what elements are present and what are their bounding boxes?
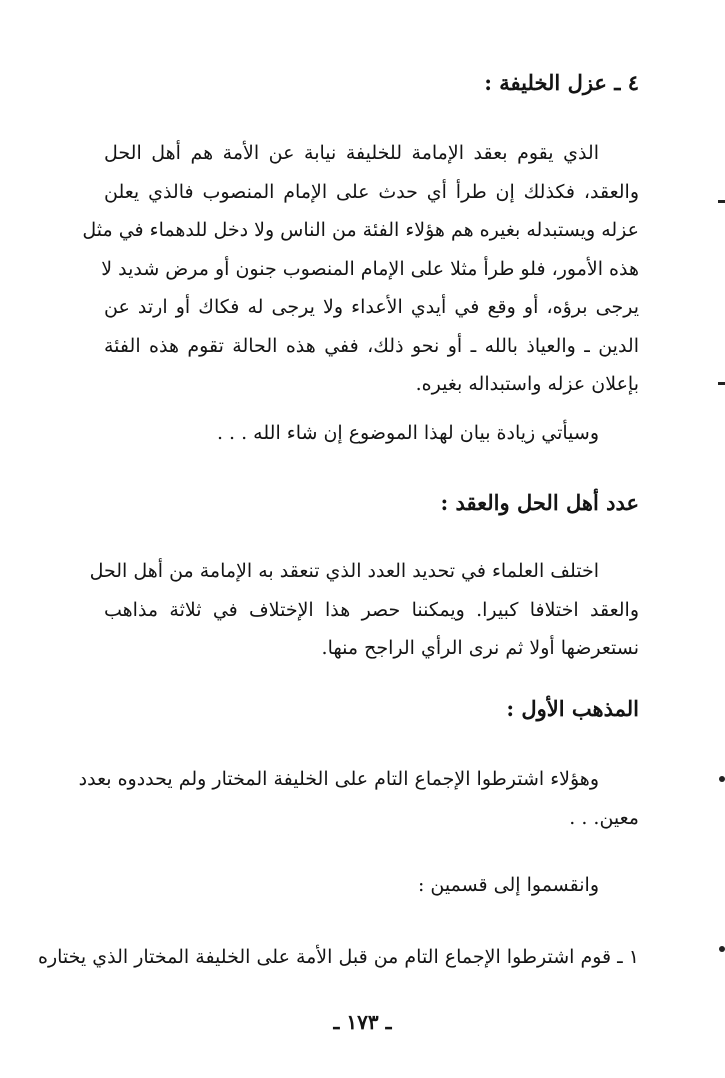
text-line: بإعلان عزله واستبداله بغيره.: [415, 373, 639, 395]
text-line: والعقد، فكذلك إن طرأ أي حدث على الإمام المنصوب فالذي يعلن: [104, 180, 639, 203]
paragraph-dismissal-body: [82, 134, 639, 404]
text-line: عزله ويستبدله بغيره هم هؤلاء الفئة من الناس ولا دخل للدهماء في مثل: [82, 219, 639, 241]
paragraph-two-groups: وانقسموا إلى قسمين :: [417, 874, 599, 896]
paragraph-scholars-disagreement: [89, 552, 639, 668]
page-number: ـ ١٧٣ ـ: [333, 1010, 392, 1034]
scan-edge-mark: [719, 946, 725, 952]
paragraph-first-group: ١ ـ قوم اشترطوا الإجماع التام من قبل الأمة على الخليفة المختار الذي يختاره: [38, 946, 639, 968]
text-line: اختلف العلماء في تحديد العدد الذي تنعقد به الإمامة من أهل الحل: [89, 560, 599, 582]
section-heading-number-of-electors: عدد أهل الحل والعقد :: [440, 490, 639, 515]
text-line: هذه الأمور، فلو طرأ مثلا على الإمام المنصوب جنون أو مرض شديد لا: [101, 257, 639, 280]
scan-edge-mark: [719, 776, 725, 782]
scan-edge-mark: [718, 382, 725, 385]
text-line: نستعرضها أولا ثم نرى الرأي الراجح منها.: [321, 637, 639, 659]
scan-edge-mark: [718, 200, 725, 203]
text-line: الدين ـ والعياذ بالله ـ أو نحو ذلك، ففي هذه الحالة تقوم هذه الفئة: [104, 334, 639, 357]
paragraph-further-explanation: وسيأتي زيادة بيان لهذا الموضوع إن شاء الله . . .: [216, 422, 599, 444]
text-line: الذي يقوم بعقد الإمامة للخليفة نيابة عن الأمة هم أهل الحل: [104, 142, 599, 164]
paragraph-first-school-body: [78, 760, 639, 837]
section-heading-caliph-dismissal: ٤ ـ عزل الخليفة :: [484, 70, 639, 95]
text-line: معين. . .: [569, 806, 639, 829]
text-line: وهؤلاء اشترطوا الإجماع التام على الخليفة المختار ولم يحددوه بعدد: [78, 768, 599, 790]
text-line: يرجى برؤه، أو وقع في أيدي الأعداء ولا يرجى له فكاك أو ارتد عن: [104, 296, 639, 318]
text-line: والعقد اختلافا كبيرا. ويمكننا حصر هذا الإختلاف في ثلاثة مذاهب: [104, 598, 639, 621]
section-heading-first-school: المذهب الأول :: [506, 696, 639, 721]
